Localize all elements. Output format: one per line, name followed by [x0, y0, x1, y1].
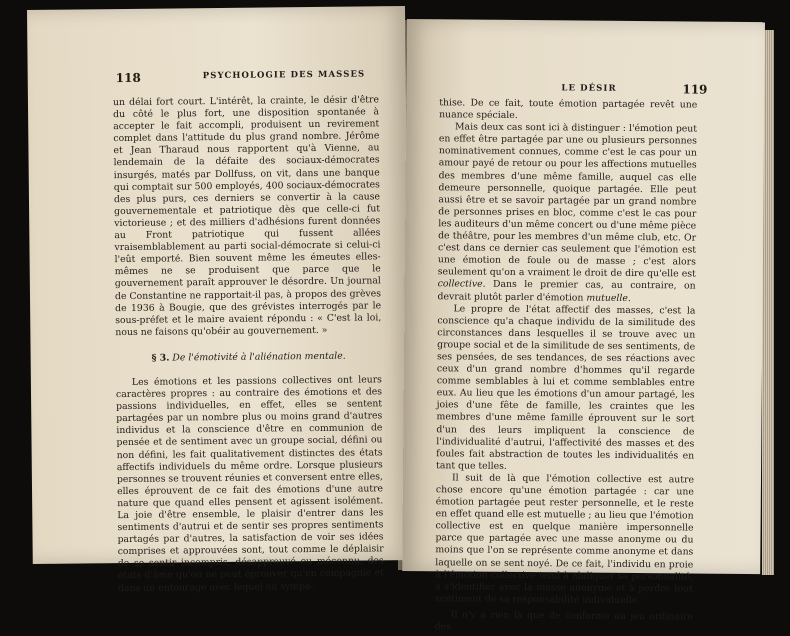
right-paragraph-2-text: Mais deux cas sont ici à distinguer : l'émotion peut en effet être partagée par une ou plusieurs personnes nominativement connues, comme c'est le cas pour un amour payé de retour ou pour les affections mutuelles des membres d'une même famille, auquel cas elle demeure personnelle, quoique partagée. Elle peut aussi être et se savoir partagée par un grand nombre de personnes prises en bloc, comme c'est le cas pour les auditeurs d'un même concert ou d'une même pièce de théâtre, pour les membres d'un même club, etc. Or c'est dans ce dernier cas seulement que l'émotion est une émotion de foule ou de masse ; c'est alors seulement qu'on a vraiment le droit de dire qu'elle est: [437, 121, 698, 280]
emphasis-collective: collective: [437, 278, 483, 291]
right-paragraph-3: Le propre de l'état affectif des masses, c'est la conscience qu'a chaque individu de la similitude des circonstances dans lesquelles il se trouve avec un groupe social et de la similitude de ses sentiments, de ses pensées, de ses tendances, de ses réactions avec ceux d'un grand nombre d'hommes qu'il regarde comme semblables à lui et comme semblables entre eux. Au lieu que les émotions d'un amour partagé, les joies d'une fête de famille, les craintes que les membres d'une même famille éprouvent sur le sort d'un des leurs impliquent la conscience de l'individualité d'autrui, l'affectivité des masses et des foules fait abstraction de toutes les individualités en tant que telles.: [436, 303, 696, 472]
right-paragraph-4: Il suit de là que l'émotion collective est autre chose encore qu'une émotion partagée : car une émotion partagée peut rester personnelle, et le reste en effet quand elle est mutuelle ; au lieu que l'émotion collective est en quelque manière impersonnelle parce que partagée avec une masse anonyme ou du moins que l'on se représente comme anonyme et dans laquelle on se sent noyé. De ce fait, l'individu en proie à l'émotion collective tend à abdiquer sa personnalité, à s'identifier avec la masse anonyme et à perdre tout sentiment de sa responsabilité individuelle.: [434, 472, 695, 606]
right-page: [402, 19, 765, 633]
left-page: [27, 6, 411, 594]
right-paragraph-2-end: .: [627, 292, 631, 304]
right-paragraph-2: [438, 121, 698, 305]
right-running-head: LE DÉSIR: [561, 83, 617, 94]
section-title: De l'émotivité à l'aliénation mentale.: [172, 350, 346, 364]
left-page-number: 118: [115, 70, 141, 86]
section-number: § 3.: [151, 352, 170, 364]
right-paragraph-5: Il n'y a rien là que de conforme au jeu ordinaire des: [434, 609, 693, 633]
right-text-block: [435, 97, 698, 635]
left-running-head: PSYCHOLOGIE DES MASSES: [202, 69, 366, 82]
left-text-block: [113, 94, 384, 594]
right-page-number: 119: [682, 82, 708, 97]
emphasis-mutuelle: mutuelle: [586, 292, 628, 304]
right-paragraph-1: thise. De ce fait, toute émotion partagée revêt une nuance spéciale.: [439, 97, 698, 122]
left-paragraph-1: un délai fort court. L'intérêt, la crainte, le désir d'être du côté le plus fort, une disposition spontanée à accepter le fait accompli, produisent un revirement complet dans l'attitude du plus grand nombre. Jérôme et Jean Tharaud nous rapportent qu'à Vienne, au lendemain de la défaite des sociaux-démocrates insurgés, matés par Dollfuss, on vit, dans une banque qui comptait sur 500 employés, 400 sociaux-démocrates des plus purs, ces derniers se convertir à la cause gouvernementale et patriotique dès que celle-ci fut victorieuse ; et des milliers d'adhésions furent données au Front patriotique qui fussent allées vraisemblablement au parti social-démocrate si celui-ci l'eût emporté. Bien souvent même les émeutes elles-mêmes ne se produisent que parce que le gouvernement paraît approuver le désordre. Un journal de Constantine ne rapportait-il pas, à propos des grèves de 1936 à Bougie, que des grévistes interrogés par le sous-préfet et le maire avaient répondu : « C'est la loi, nous ne faisons qu'obéir au gouvernement. »: [112, 94, 382, 338]
section-heading: [116, 350, 382, 365]
right-paragraph-2-tail: . Dans le premier cas, au contraire, on devrait plutôt parler d'émotion: [437, 279, 696, 304]
left-paragraph-2: Les émotions et les passions collectives ont leurs caractères propres : au contraire des émotions et des passions individuelles, en effet, elles se sentent partagées par un nombre plus ou moins grand d'autres individus et la conscience d'être en communion de pensée et de sentiment avec un groupe social, défini ou non défini, les fait qualitativement distinctes des états affectifs individuels du même ordre. Lorsque plusieurs personnes se trouvent réunies et conversent entre elles, elles éprouvent de ce fait des émotions d'une autre nature que quand elles pensent et agissent isolément. La joie d'être ensemble, le plaisir d'entrer dans les sentiments d'autrui et de sentir ses propres sentiments partagés par d'autres, la satisfaction de voir ses idées comprises et approuvées sont, tout comme le déplaisir de se sentir incompris, désapprouvé ou méconnu, des états d'âme qu'on ne peut éprouver qu'en compagnie et dans un entourage avec lequel on sympa-: [115, 374, 384, 594]
